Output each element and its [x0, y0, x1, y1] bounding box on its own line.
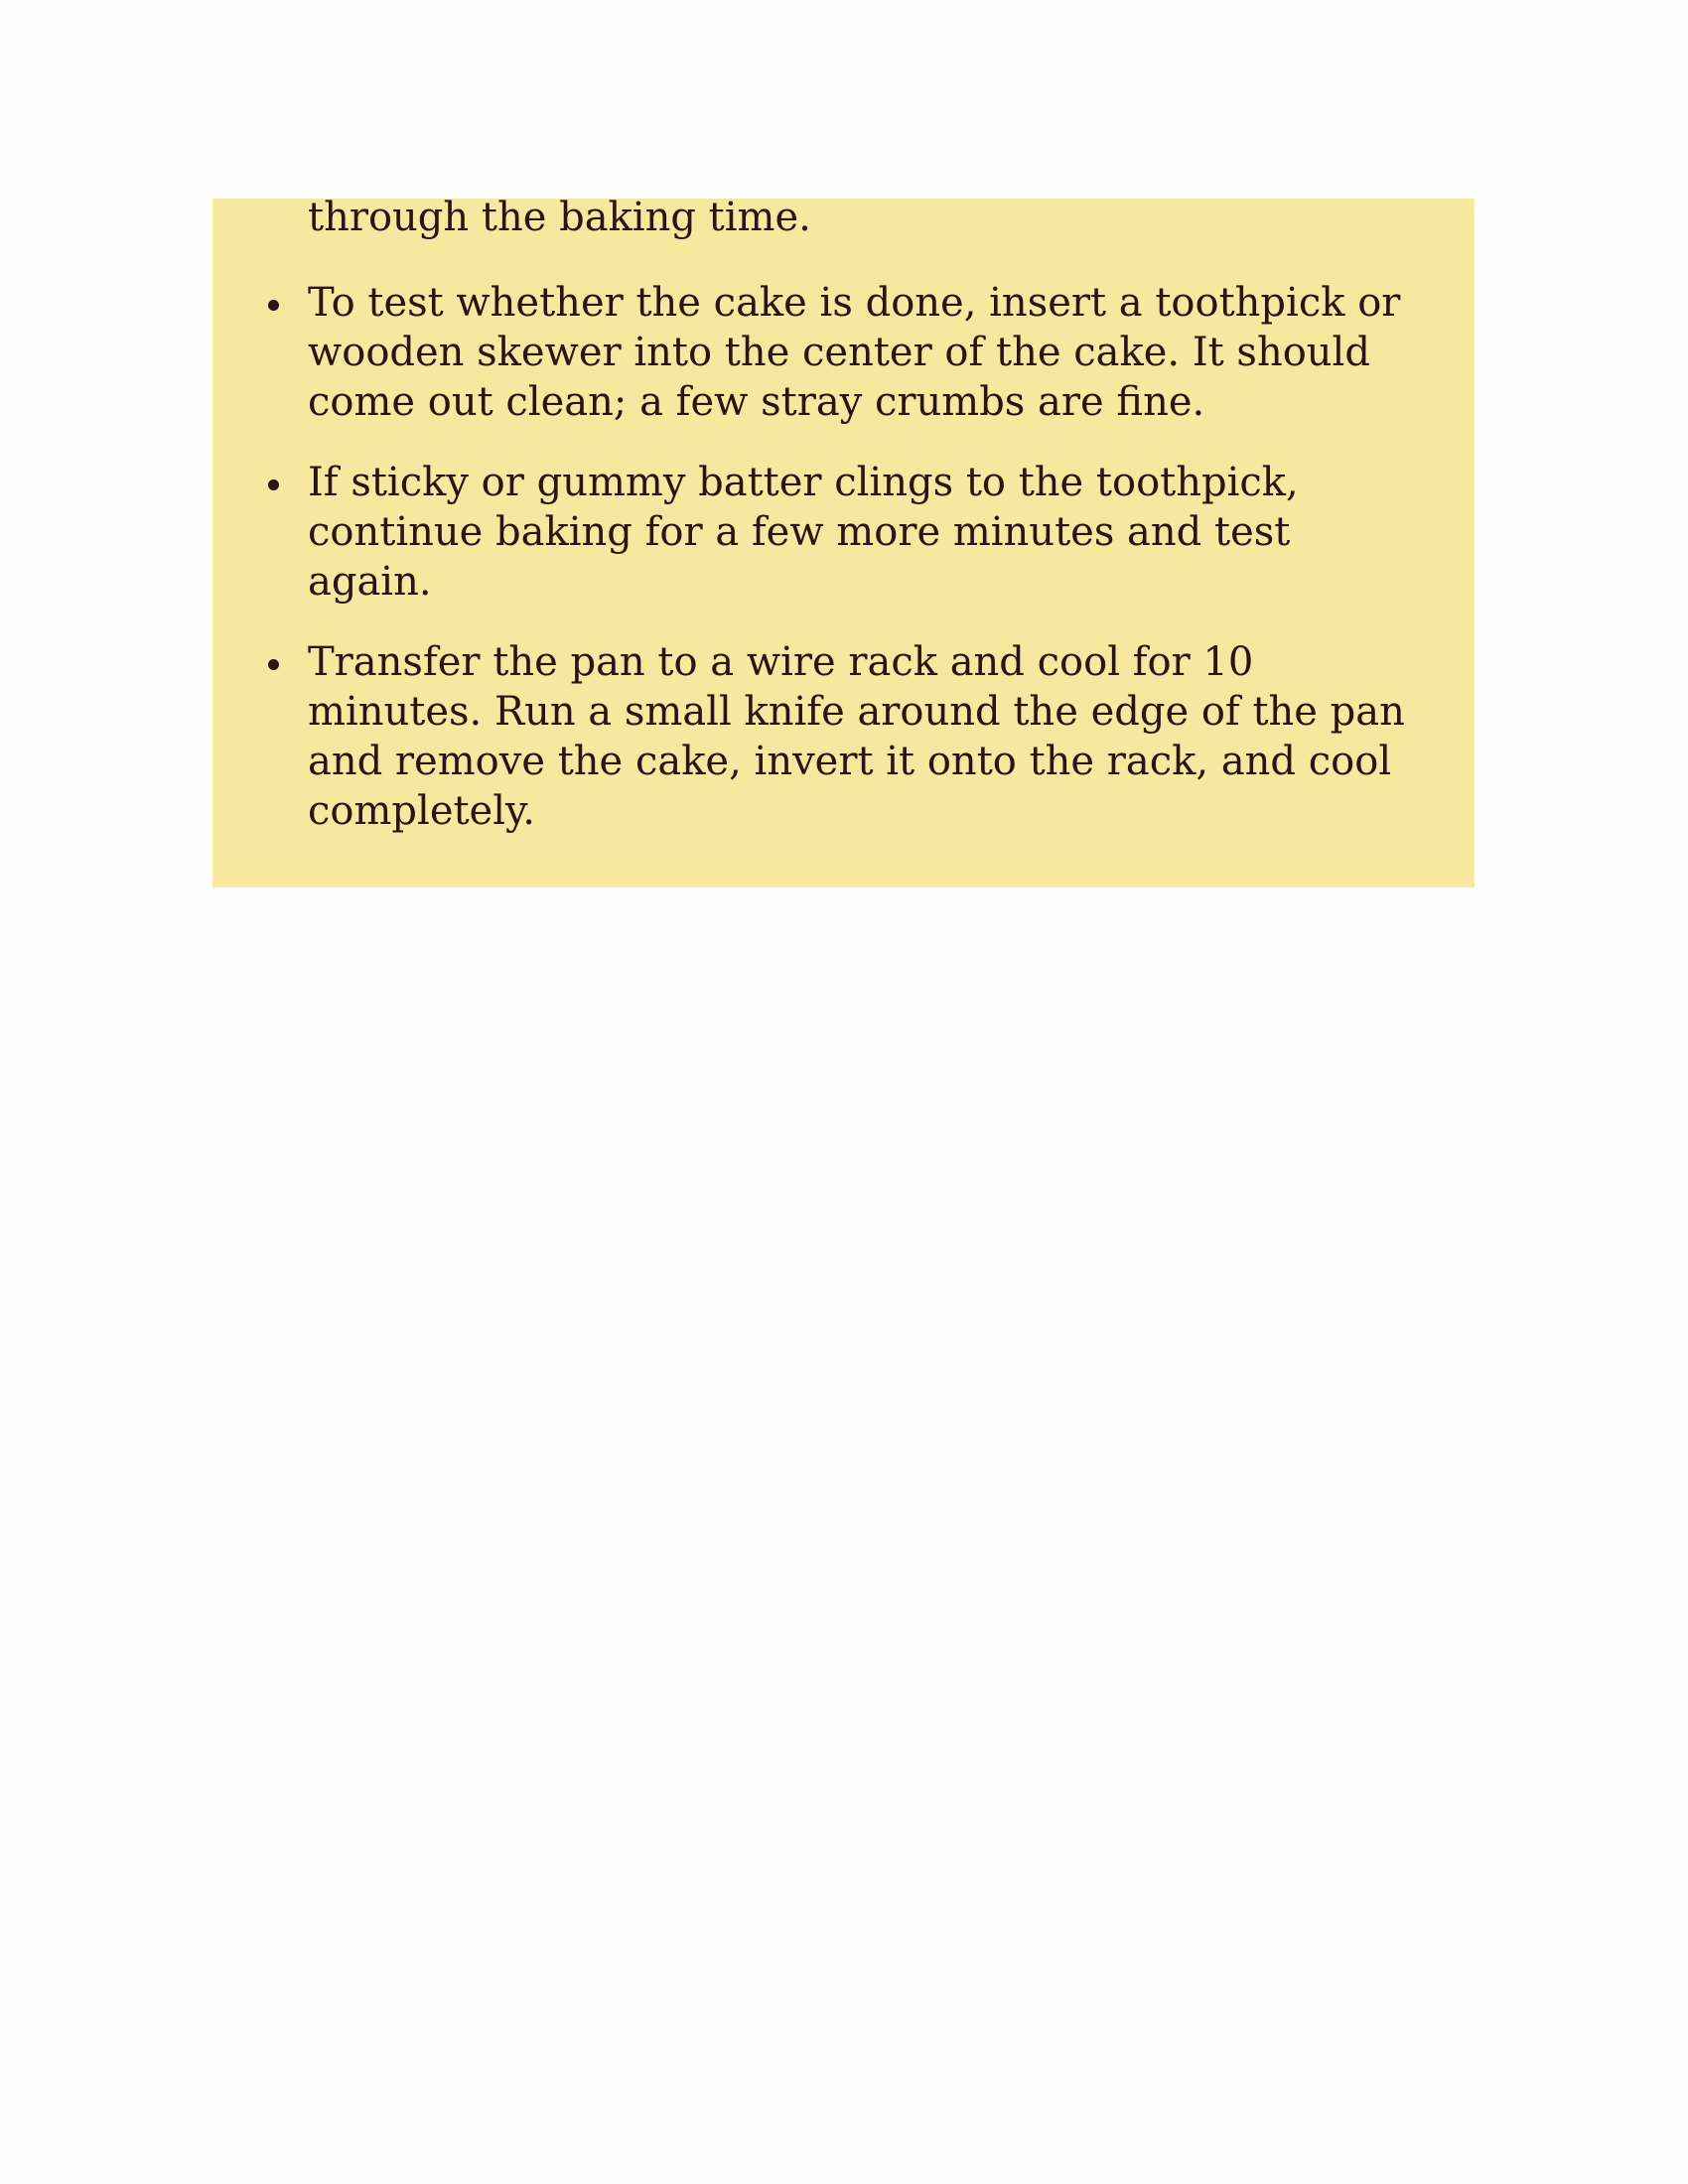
continued-text: through the baking time. [308, 195, 811, 240]
tip-item-cooling [308, 637, 1419, 836]
tip-item-continue-baking [308, 458, 1419, 607]
baking-tips-box [212, 195, 1475, 887]
bullet-icon [268, 659, 279, 670]
tip-item-doneness-test [308, 278, 1419, 427]
bullet-icon [268, 300, 279, 311]
tip-text: To test whether the cake is done, insert a toothpick or wooden skewer into the center of the cake. It should come out clean; a few stray crumbs are fine. [308, 280, 1401, 425]
bullet-icon [268, 479, 279, 490]
tips-list [308, 278, 1419, 867]
tip-text: Transfer the pan to a wire rack and cool for 10 minutes. Run a small knife around the edge of the pan and remove the cake, invert it onto the rack, and cool completely. [308, 639, 1405, 834]
tip-text: If sticky or gummy batter clings to the toothpick, continue baking for a few more minutes and test again. [308, 460, 1299, 605]
